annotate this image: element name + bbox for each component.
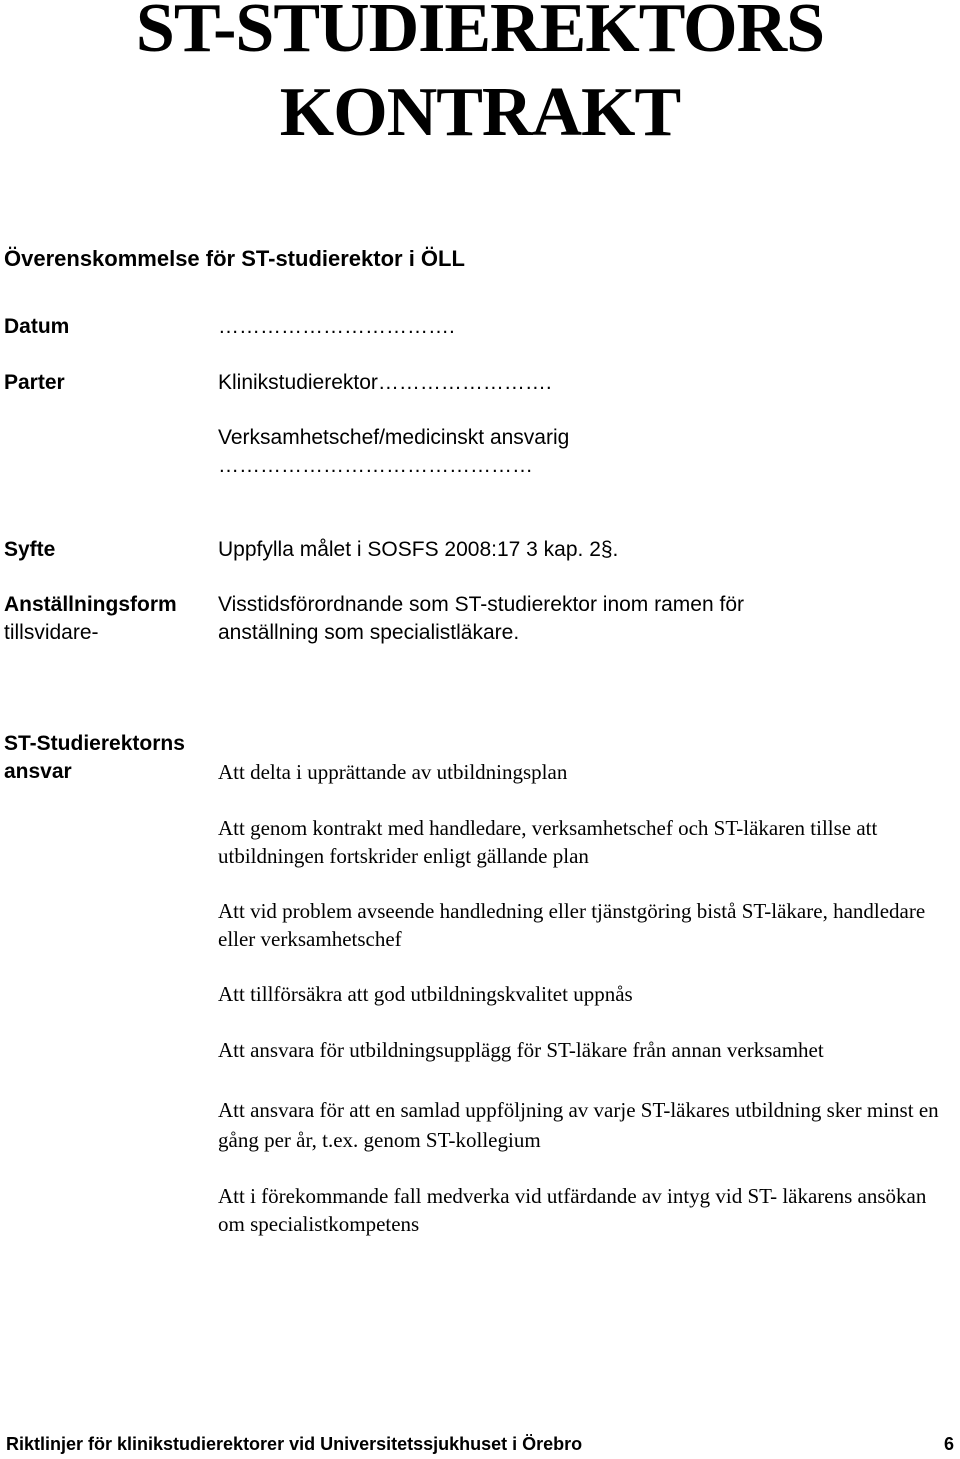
ansvar-item: Att delta i upprättande av utbildningsplan bbox=[218, 760, 568, 784]
footer-text: Riktlinjer för klinikstudierektorer vid Universitetssjukhuset i Örebro bbox=[6, 1434, 583, 1454]
parter-klinikstudierektor: Klinikstudierektor……………………. bbox=[218, 371, 552, 394]
anstallningsform-sublabel: tillsvidare- bbox=[4, 621, 99, 644]
anstallningsform-value: Visstidsförordnande som ST-studierektor inom ramen för anställning som specialistläkare. bbox=[218, 593, 745, 644]
datum-value: ……………………………. bbox=[218, 315, 455, 338]
ansvar-label-line1: ST-Studierektorns bbox=[4, 732, 185, 755]
document-title-line2: KONTRAKT bbox=[279, 74, 681, 151]
syfte-label: Syfte bbox=[4, 538, 56, 561]
ansvar-item: Att tillförsäkra att god utbildningskvalitet uppnås bbox=[218, 982, 633, 1006]
parter-verksamhetschef: Verksamhetschef/medicinskt ansvarig bbox=[218, 426, 570, 449]
ansvar-item: Att ansvara för att en samlad uppföljning av varje ST-läkares utbildning sker minst en gång per år, t.ex. genom ST-kollegium bbox=[218, 1098, 939, 1152]
page-footer bbox=[6, 1434, 954, 1455]
parter-label: Parter bbox=[4, 371, 65, 394]
ansvar-item: Att i förekommande fall medverka vid utfärdande av intyg vid ST- läkarens ansökan om specialistkompetens bbox=[218, 1184, 927, 1236]
document-title-line1: ST-STUDIEREKTORS bbox=[135, 0, 825, 67]
anstallningsform-label: Anställningsform bbox=[4, 593, 177, 616]
page-number: 6 bbox=[943, 1434, 954, 1454]
datum-label: Datum bbox=[4, 315, 70, 338]
ansvar-item: Att ansvara för utbildningsupplägg för ST-läkare från annan verksamhet bbox=[218, 1038, 824, 1062]
ansvar-item: Att genom kontrakt med handledare, verksamhetschef och ST-läkaren tillse att utbildningen fortskrider enligt gällande plan bbox=[218, 816, 878, 868]
parter-verksamhetschef-blank: ……………………………………… bbox=[218, 454, 533, 477]
ansvar-item: Att vid problem avseende handledning eller tjänstgöring bistå ST-läkare, handledare eller verksamhetschef bbox=[218, 899, 926, 951]
agreement-heading: Överenskommelse för ST-studierektor i ÖLL bbox=[4, 246, 465, 271]
syfte-value: Uppfylla målet i SOSFS 2008:17 3 kap. 2§. bbox=[218, 538, 619, 561]
ansvar-label-line2: ansvar bbox=[4, 760, 72, 783]
